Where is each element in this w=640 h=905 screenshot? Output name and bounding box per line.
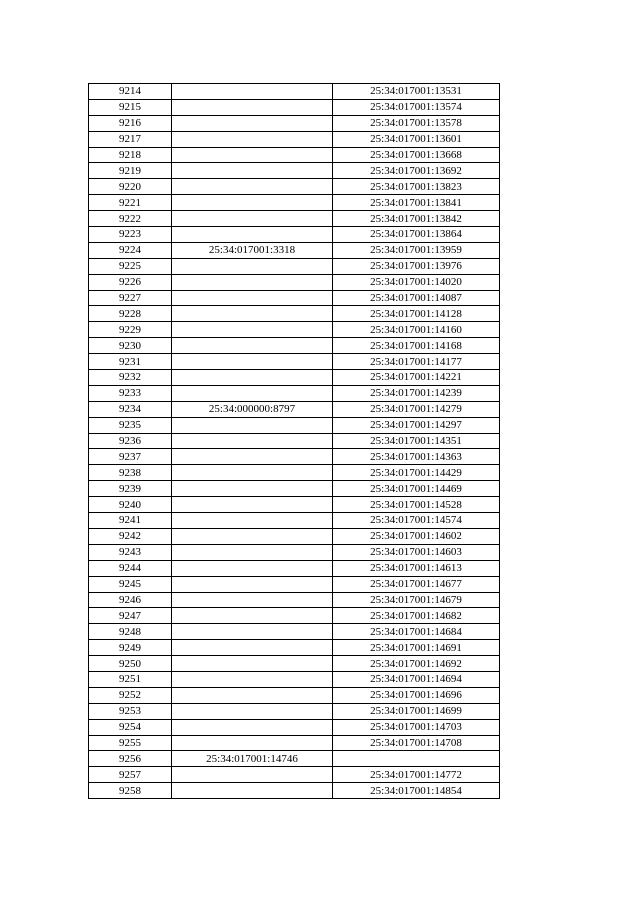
row-number-cell: 9230 [89, 338, 172, 354]
previous-cadastral-number-cell [172, 481, 333, 497]
previous-cadastral-number-cell [172, 719, 333, 735]
row-number-cell: 9244 [89, 560, 172, 576]
table-row [89, 258, 500, 274]
cadastral-number-cell: 25:34:017001:13574 [333, 99, 500, 115]
cadastral-number-cell: 25:34:017001:14613 [333, 560, 500, 576]
previous-cadastral-number-cell [172, 735, 333, 751]
cadastral-number-cell: 25:34:017001:14168 [333, 338, 500, 354]
row-number-cell: 9250 [89, 656, 172, 672]
cadastral-number-cell: 25:34:017001:14602 [333, 528, 500, 544]
previous-cadastral-number-cell [172, 576, 333, 592]
previous-cadastral-number-cell [172, 608, 333, 624]
cadastral-number-cell: 25:34:017001:14692 [333, 656, 500, 672]
previous-cadastral-number-cell: 25:34:017001:3318 [172, 242, 333, 258]
table-row [89, 274, 500, 290]
previous-cadastral-number-cell [172, 783, 333, 799]
table-row [89, 242, 500, 258]
cadastral-number-cell: 25:34:017001:14429 [333, 465, 500, 481]
previous-cadastral-number-cell [172, 179, 333, 195]
cadastral-number-cell: 25:34:017001:14128 [333, 306, 500, 322]
table-row [89, 687, 500, 703]
previous-cadastral-number-cell: 25:34:017001:14746 [172, 751, 333, 767]
table-row [89, 513, 500, 529]
previous-cadastral-number-cell [172, 306, 333, 322]
table-row [89, 290, 500, 306]
row-number-cell: 9232 [89, 370, 172, 386]
table-body [89, 84, 500, 799]
previous-cadastral-number-cell [172, 592, 333, 608]
row-number-cell: 9240 [89, 497, 172, 513]
cadastral-number-cell: 25:34:017001:13531 [333, 84, 500, 100]
previous-cadastral-number-cell: 25:34:000000:8797 [172, 401, 333, 417]
row-number-cell: 9252 [89, 687, 172, 703]
cadastral-number-cell: 25:34:017001:13976 [333, 258, 500, 274]
row-number-cell: 9258 [89, 783, 172, 799]
table-row [89, 195, 500, 211]
row-number-cell: 9248 [89, 624, 172, 640]
table-row [89, 417, 500, 433]
previous-cadastral-number-cell [172, 370, 333, 386]
cadastral-number-cell: 25:34:017001:14699 [333, 703, 500, 719]
cadastral-number-cell: 25:34:017001:14703 [333, 719, 500, 735]
table-row [89, 465, 500, 481]
table-row [89, 671, 500, 687]
previous-cadastral-number-cell [172, 497, 333, 513]
row-number-cell: 9221 [89, 195, 172, 211]
cadastral-number-cell: 25:34:017001:13668 [333, 147, 500, 163]
previous-cadastral-number-cell [172, 84, 333, 100]
cadastral-number-cell [333, 751, 500, 767]
table-row [89, 751, 500, 767]
previous-cadastral-number-cell [172, 465, 333, 481]
cadastral-number-cell: 25:34:017001:14694 [333, 671, 500, 687]
table-row [89, 592, 500, 608]
cadastral-number-cell: 25:34:017001:14528 [333, 497, 500, 513]
row-number-cell: 9236 [89, 433, 172, 449]
row-number-cell: 9257 [89, 767, 172, 783]
cadastral-number-cell: 25:34:017001:14574 [333, 513, 500, 529]
row-number-cell: 9247 [89, 608, 172, 624]
table-row [89, 640, 500, 656]
cadastral-number-cell: 25:34:017001:13578 [333, 115, 500, 131]
row-number-cell: 9234 [89, 401, 172, 417]
table-row [89, 227, 500, 243]
previous-cadastral-number-cell [172, 163, 333, 179]
row-number-cell: 9246 [89, 592, 172, 608]
cadastral-number-cell: 25:34:017001:14854 [333, 783, 500, 799]
cadastral-number-cell: 25:34:017001:14682 [333, 608, 500, 624]
row-number-cell: 9215 [89, 99, 172, 115]
row-number-cell: 9238 [89, 465, 172, 481]
previous-cadastral-number-cell [172, 274, 333, 290]
previous-cadastral-number-cell [172, 767, 333, 783]
table-row [89, 703, 500, 719]
previous-cadastral-number-cell [172, 449, 333, 465]
cadastral-number-cell: 25:34:017001:14177 [333, 354, 500, 370]
row-number-cell: 9256 [89, 751, 172, 767]
row-number-cell: 9214 [89, 84, 172, 100]
cadastral-number-cell: 25:34:017001:14297 [333, 417, 500, 433]
row-number-cell: 9228 [89, 306, 172, 322]
cadastral-number-cell: 25:34:017001:13864 [333, 227, 500, 243]
cadastral-number-table [88, 83, 500, 799]
cadastral-number-cell: 25:34:017001:14363 [333, 449, 500, 465]
previous-cadastral-number-cell [172, 354, 333, 370]
cadastral-number-cell: 25:34:017001:13823 [333, 179, 500, 195]
previous-cadastral-number-cell [172, 544, 333, 560]
row-number-cell: 9237 [89, 449, 172, 465]
previous-cadastral-number-cell [172, 560, 333, 576]
row-number-cell: 9251 [89, 671, 172, 687]
table-row [89, 163, 500, 179]
cadastral-number-cell: 25:34:017001:14691 [333, 640, 500, 656]
table-row [89, 544, 500, 560]
table-row [89, 576, 500, 592]
cadastral-number-cell: 25:34:017001:14020 [333, 274, 500, 290]
row-number-cell: 9229 [89, 322, 172, 338]
cadastral-number-cell: 25:34:017001:13601 [333, 131, 500, 147]
previous-cadastral-number-cell [172, 433, 333, 449]
table-row [89, 115, 500, 131]
row-number-cell: 9241 [89, 513, 172, 529]
table-row [89, 449, 500, 465]
table-row [89, 497, 500, 513]
table-row [89, 147, 500, 163]
table-row [89, 783, 500, 799]
table-row [89, 338, 500, 354]
row-number-cell: 9253 [89, 703, 172, 719]
row-number-cell: 9231 [89, 354, 172, 370]
previous-cadastral-number-cell [172, 211, 333, 227]
previous-cadastral-number-cell [172, 195, 333, 211]
previous-cadastral-number-cell [172, 115, 333, 131]
table-row [89, 767, 500, 783]
cadastral-number-cell: 25:34:017001:14684 [333, 624, 500, 640]
row-number-cell: 9224 [89, 242, 172, 258]
table-row [89, 608, 500, 624]
previous-cadastral-number-cell [172, 687, 333, 703]
table-row [89, 433, 500, 449]
table-row [89, 528, 500, 544]
previous-cadastral-number-cell [172, 258, 333, 274]
row-number-cell: 9233 [89, 385, 172, 401]
cadastral-number-cell: 25:34:017001:14772 [333, 767, 500, 783]
table-row [89, 179, 500, 195]
row-number-cell: 9245 [89, 576, 172, 592]
row-number-cell: 9255 [89, 735, 172, 751]
previous-cadastral-number-cell [172, 624, 333, 640]
row-number-cell: 9219 [89, 163, 172, 179]
table-row [89, 306, 500, 322]
table-row [89, 735, 500, 751]
cadastral-number-cell: 25:34:017001:13692 [333, 163, 500, 179]
cadastral-number-cell: 25:34:017001:13841 [333, 195, 500, 211]
previous-cadastral-number-cell [172, 671, 333, 687]
table-row [89, 385, 500, 401]
row-number-cell: 9235 [89, 417, 172, 433]
previous-cadastral-number-cell [172, 640, 333, 656]
table-row [89, 560, 500, 576]
cadastral-number-cell: 25:34:017001:14708 [333, 735, 500, 751]
previous-cadastral-number-cell [172, 131, 333, 147]
previous-cadastral-number-cell [172, 290, 333, 306]
cadastral-number-cell: 25:34:017001:14221 [333, 370, 500, 386]
previous-cadastral-number-cell [172, 99, 333, 115]
table-row [89, 719, 500, 735]
row-number-cell: 9223 [89, 227, 172, 243]
previous-cadastral-number-cell [172, 338, 333, 354]
row-number-cell: 9226 [89, 274, 172, 290]
table-row [89, 354, 500, 370]
row-number-cell: 9242 [89, 528, 172, 544]
table-row [89, 99, 500, 115]
table-row [89, 84, 500, 100]
table-row [89, 131, 500, 147]
row-number-cell: 9225 [89, 258, 172, 274]
previous-cadastral-number-cell [172, 656, 333, 672]
cadastral-number-cell: 25:34:017001:14239 [333, 385, 500, 401]
previous-cadastral-number-cell [172, 417, 333, 433]
cadastral-number-cell: 25:34:017001:14087 [333, 290, 500, 306]
cadastral-number-cell: 25:34:017001:14279 [333, 401, 500, 417]
row-number-cell: 9254 [89, 719, 172, 735]
cadastral-number-cell: 25:34:017001:14603 [333, 544, 500, 560]
table-row [89, 481, 500, 497]
row-number-cell: 9243 [89, 544, 172, 560]
row-number-cell: 9222 [89, 211, 172, 227]
previous-cadastral-number-cell [172, 322, 333, 338]
previous-cadastral-number-cell [172, 513, 333, 529]
row-number-cell: 9218 [89, 147, 172, 163]
previous-cadastral-number-cell [172, 147, 333, 163]
previous-cadastral-number-cell [172, 385, 333, 401]
table-row [89, 211, 500, 227]
table-row [89, 656, 500, 672]
cadastral-number-cell: 25:34:017001:14160 [333, 322, 500, 338]
table-row [89, 370, 500, 386]
cadastral-number-cell: 25:34:017001:14679 [333, 592, 500, 608]
cadastral-number-cell: 25:34:017001:14677 [333, 576, 500, 592]
cadastral-number-cell: 25:34:017001:14696 [333, 687, 500, 703]
cadastral-number-cell: 25:34:017001:14351 [333, 433, 500, 449]
table-row [89, 322, 500, 338]
row-number-cell: 9239 [89, 481, 172, 497]
table-row [89, 401, 500, 417]
cadastral-number-cell: 25:34:017001:13842 [333, 211, 500, 227]
table-row [89, 624, 500, 640]
cadastral-number-cell: 25:34:017001:13959 [333, 242, 500, 258]
row-number-cell: 9227 [89, 290, 172, 306]
row-number-cell: 9249 [89, 640, 172, 656]
row-number-cell: 9217 [89, 131, 172, 147]
previous-cadastral-number-cell [172, 227, 333, 243]
previous-cadastral-number-cell [172, 528, 333, 544]
cadastral-number-cell: 25:34:017001:14469 [333, 481, 500, 497]
row-number-cell: 9216 [89, 115, 172, 131]
row-number-cell: 9220 [89, 179, 172, 195]
previous-cadastral-number-cell [172, 703, 333, 719]
